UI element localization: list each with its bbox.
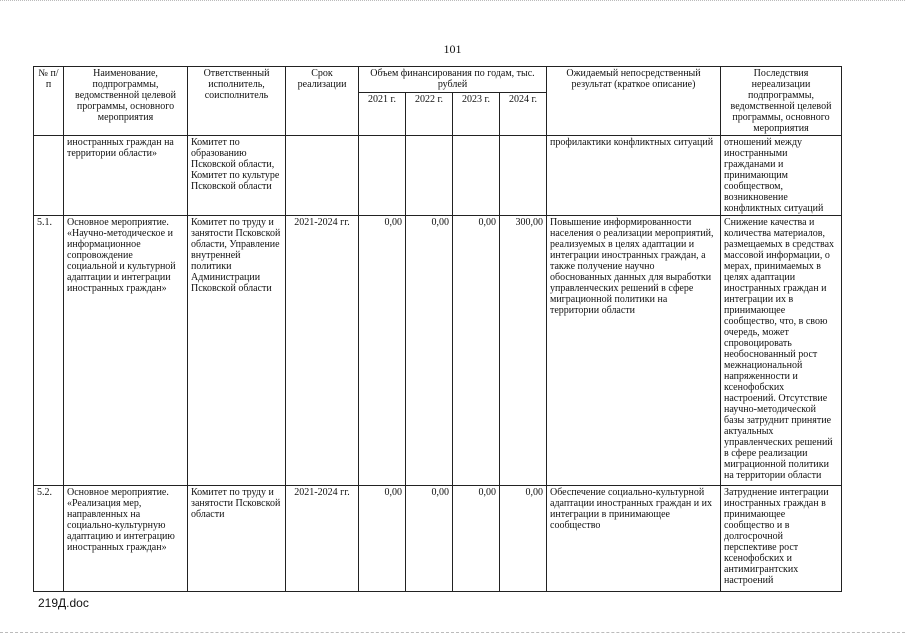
row-value-2022: 0,00: [406, 486, 453, 592]
footer-filename: 219Д.doc: [38, 596, 89, 610]
row-executor: Комитет по труду и занятости Псковской области: [188, 486, 286, 592]
row-num: 5.2.: [34, 486, 64, 592]
program-table: [33, 66, 842, 592]
header-year-2024: 2024 г.: [500, 93, 547, 136]
page-number: 101: [443, 42, 462, 56]
row-value-2023: 0,00: [453, 216, 500, 486]
row-value-2024: [500, 136, 547, 216]
row-term: 2021-2024 гг.: [286, 486, 359, 592]
row-result: Обеспечение социально-культурной адаптации иностранных граждан и их интеграции в принимающее сообщество: [547, 486, 721, 592]
row-value-2024: 0,00: [500, 486, 547, 592]
row-num: 5.1.: [34, 216, 64, 486]
row-name: иностранных граждан на территории области»: [64, 136, 188, 216]
scan-edge-bottom: [0, 632, 905, 637]
row-name: Основное мероприятие. «Научно-методическое и информационное сопровождение социальной и культурной адаптации и интеграции иностранных граждан»: [64, 216, 188, 486]
table-row: [34, 486, 842, 592]
row-consequences: отношений между иностранными гражданами и принимающим сообществом, возникновение конфликтных ситуаций: [721, 136, 842, 216]
row-term: 2021-2024 гг.: [286, 216, 359, 486]
row-value-2021: 0,00: [359, 486, 406, 592]
header-executor: Ответственный исполнитель, соисполнитель: [188, 67, 286, 136]
header-term: Срок реализации: [286, 67, 359, 136]
header-year-2021: 2021 г.: [359, 93, 406, 136]
row-executor: Комитет по образованию Псковской области, Комитет по культуре Псковской области: [188, 136, 286, 216]
header-consequences: Последствия нереализации подпрограммы, ведомственной целевой программы, основного мероприятия: [721, 67, 842, 136]
row-num: [34, 136, 64, 216]
row-value-2021: [359, 136, 406, 216]
header-num: № п/п: [34, 67, 64, 136]
row-term: [286, 136, 359, 216]
row-value-2023: [453, 136, 500, 216]
table-row: [34, 136, 842, 216]
row-consequences: Затруднение интеграции иностранных граждан в принимающее сообщество и в долгосрочной перспективе рост ксенофобских и антимигрантских настроений: [721, 486, 842, 592]
header-result: Ожидаемый непосредственный результат (краткое описание): [547, 67, 721, 136]
table-row: [34, 216, 842, 486]
row-executor: Комитет по труду и занятости Псковской области, Управление внутренней политики Администрации Псковской области: [188, 216, 286, 486]
header-year-2022: 2022 г.: [406, 93, 453, 136]
row-value-2021: 0,00: [359, 216, 406, 486]
header-funding: Объем финансирования по годам, тыс. рублей: [359, 67, 547, 93]
row-value-2022: [406, 136, 453, 216]
row-name: Основное мероприятие. «Реализация мер, направленных на социально-культурную адаптацию и интеграцию иностранных граждан»: [64, 486, 188, 592]
row-value-2022: 0,00: [406, 216, 453, 486]
header-year-2023: 2023 г.: [453, 93, 500, 136]
header-name: Наименование, подпрограммы, ведомственной целевой программы, основного мероприятия: [64, 67, 188, 136]
row-consequences: Снижение качества и количества материалов, размещаемых в средствах массовой информации, о мерах, принимаемых в целях адаптации иностранных граждан и интеграции их в принимающее сообщество, что, в свою очередь, может спровоцировать необоснованный рост межнациональной напряженности и ксенофобских настроений. Отсутствие научно-методической базы затруднит принятие актуальных управленческих решений в сфере реализации миграционной политики на территории области: [721, 216, 842, 486]
row-value-2024: 300,00: [500, 216, 547, 486]
scan-edge-top: [0, 0, 905, 5]
row-value-2023: 0,00: [453, 486, 500, 592]
row-result: Повышение информированности населения о реализации мероприятий, реализуемых в целях адаптации и интеграции иностранных граждан, а также получение научно обоснованных данных для выработки управленческих решений в сфере миграционной политики на территории области: [547, 216, 721, 486]
row-result: профилактики конфликтных ситуаций: [547, 136, 721, 216]
